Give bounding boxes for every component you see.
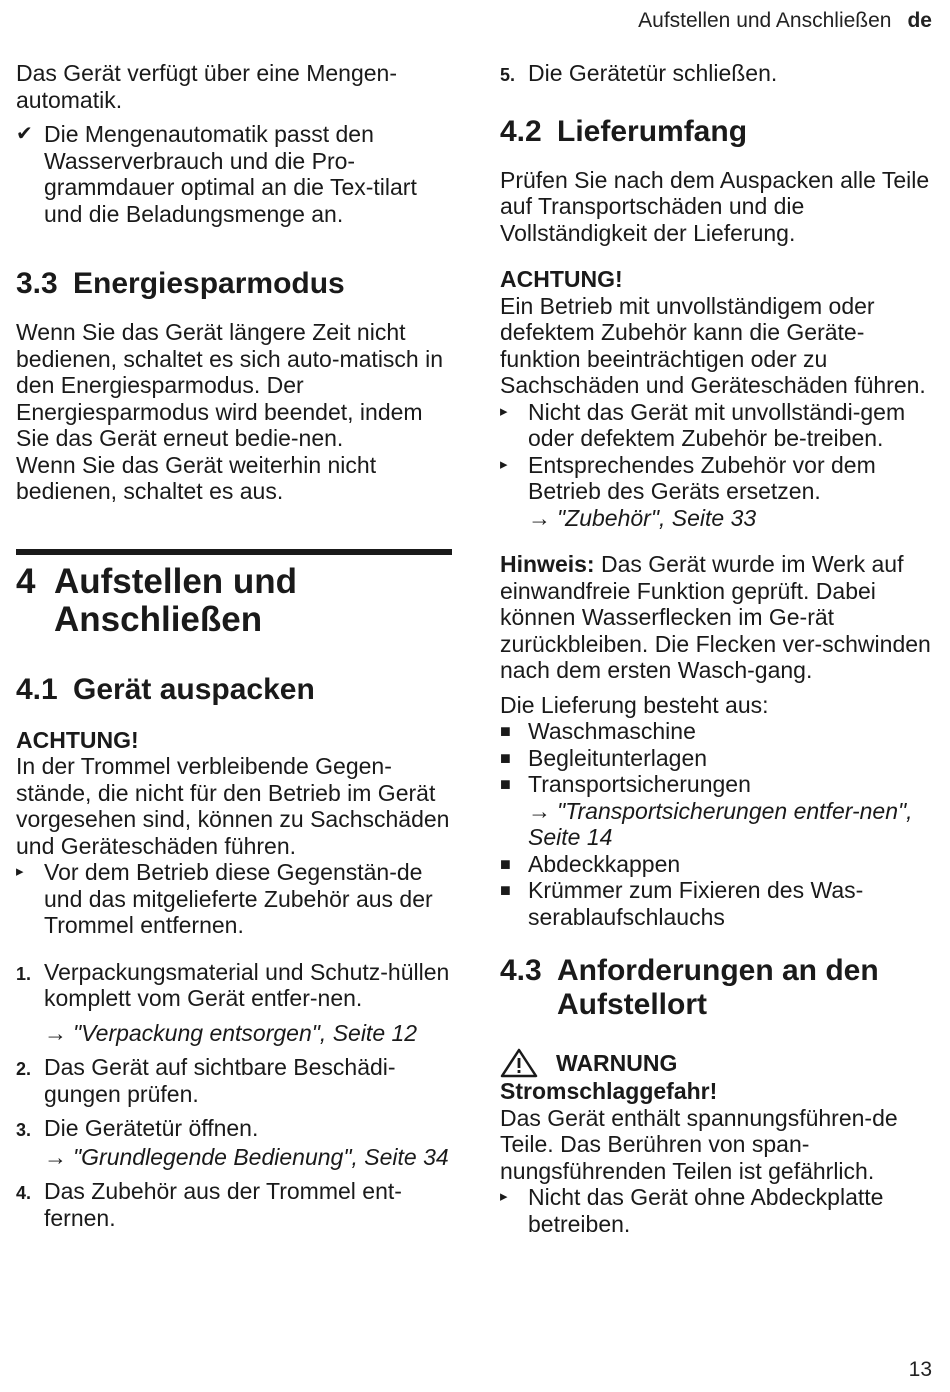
check-icon: ✔ bbox=[16, 123, 33, 145]
intro-text: Das Gerät verfügt über eine Mengen-automatik. bbox=[16, 60, 397, 113]
delivery-item-text: Waschmaschine bbox=[528, 718, 696, 744]
left-column bbox=[16, 60, 452, 1231]
delivery-intro: Die Lieferung besteht aus: bbox=[500, 691, 769, 718]
warning-title: Stromschlaggefahr! bbox=[500, 1078, 718, 1104]
step-number: 5. bbox=[500, 65, 516, 85]
check-item bbox=[16, 121, 452, 227]
reference-link[interactable]: "Zubehör", Seite 33 bbox=[557, 504, 757, 531]
step-text: Die Gerätetür schließen. bbox=[528, 60, 778, 86]
page-header bbox=[638, 8, 932, 34]
warning-label: WARNUNG bbox=[556, 1049, 678, 1076]
note-label: Hinweis: bbox=[500, 551, 595, 577]
caution-text: Ein Betrieb mit unvollständigem oder defektem Zubehör kann die Geräte-funktion beeinträchtigen oder zu Sachschäden und Geräteschäden führen. bbox=[500, 292, 926, 398]
square-bullet-icon: ■ bbox=[500, 747, 511, 768]
section-heading-3-3 bbox=[16, 267, 452, 301]
step-5 bbox=[500, 60, 936, 89]
step-3 bbox=[16, 1115, 452, 1144]
step-1 bbox=[16, 959, 452, 1012]
warning-header bbox=[500, 1048, 936, 1078]
warning-triangle-icon bbox=[500, 1048, 538, 1078]
reference-link[interactable]: "Grundlegende Bedienung", Seite 34 bbox=[73, 1143, 449, 1170]
energy-paragraph-2: Wenn Sie das Gerät weiterhin nicht bedienen, schaltet es aus. bbox=[16, 451, 377, 504]
delivery-item bbox=[500, 745, 936, 772]
section-title: Gerät auspacken bbox=[73, 672, 315, 706]
section-number: 4.2 bbox=[500, 114, 542, 148]
triangle-bullet-icon: ▸ bbox=[500, 402, 508, 420]
section-heading-4-1 bbox=[16, 673, 452, 707]
square-bullet-icon: ■ bbox=[500, 774, 511, 794]
note-paragraph bbox=[500, 551, 936, 684]
arrow-right-icon: → bbox=[528, 797, 551, 824]
section-title: Anforderungen an den Aufstellort bbox=[557, 954, 879, 1021]
caution-text: In der Trommel verbleibende Gegen-stände, die nicht für den Betrieb im Gerät vorgesehen sind, können zu Sachschäden und Geräteschäden führen. bbox=[16, 753, 450, 859]
language-code: de bbox=[907, 9, 932, 32]
warning-action bbox=[500, 1184, 936, 1237]
caution-action-text: Vor dem Betrieb diese Gegenstän-de und das mitgelieferte Zubehör aus der Trommel entfernen. bbox=[44, 859, 433, 938]
step-4 bbox=[16, 1178, 452, 1231]
caution-action-text: Nicht das Gerät mit unvollständi-gem oder defektem Zubehör be-treiben. bbox=[528, 398, 906, 451]
chapter-heading-4 bbox=[16, 549, 452, 639]
delivery-item-text: Transportsicherungen bbox=[528, 771, 751, 797]
warning-action-text: Nicht das Gerät ohne Abdeckplatte betreiben. bbox=[528, 1184, 884, 1237]
caution-label: ACHTUNG! bbox=[500, 266, 623, 292]
delivery-item-text: Begleitunterlagen bbox=[528, 744, 708, 771]
step-1-reference bbox=[16, 1020, 452, 1047]
section-number: 4.3 bbox=[500, 954, 542, 987]
triangle-bullet-icon: ▸ bbox=[16, 863, 24, 880]
arrow-right-icon: → bbox=[528, 504, 551, 531]
section-number: 4.1 bbox=[16, 672, 58, 706]
step-number: 4. bbox=[16, 1183, 32, 1203]
delivery-item bbox=[500, 718, 936, 745]
note-text: Das Gerät wurde im Werk auf einwandfreie Funktion geprüft. Dabei können Wasserflecken im Ge-rät zurückbleiben. Die Flecken ver-schwinden nach dem ersten Wasch-gang. bbox=[500, 551, 931, 683]
caution-action-2 bbox=[500, 452, 936, 505]
page-number: 13 bbox=[908, 1358, 932, 1381]
step-text: Das Gerät auf sichtbare Beschädi-gungen prüfen. bbox=[44, 1054, 396, 1107]
delivery-item-text: Abdeckkappen bbox=[528, 850, 681, 877]
caution-reference bbox=[500, 505, 936, 532]
chapter-title: Aufstellen und Anschließen bbox=[54, 561, 298, 639]
delivery-item bbox=[500, 877, 936, 930]
triangle-bullet-icon: ▸ bbox=[500, 1188, 508, 1205]
arrow-right-icon: → bbox=[44, 1019, 67, 1046]
step-number: 2. bbox=[16, 1059, 32, 1079]
step-2 bbox=[16, 1054, 452, 1107]
check-item-text: Die Mengenautomatik passt den Wasserverbrauch und die Pro-grammdauer optimal an die Tex-tilart und die Beladungsmenge an. bbox=[44, 121, 417, 227]
warning-text: Das Gerät enthält spannungsführen-de Teile. Das Berühren von span-nungsführenden Teilen ist gefährlich. bbox=[500, 1104, 898, 1184]
delivery-item-reference bbox=[500, 798, 936, 851]
step-text: Das Zubehör aus der Trommel ent-fernen. bbox=[44, 1178, 402, 1231]
caution-action-text: Entsprechendes Zubehör vor dem Betrieb des Geräts ersetzen. bbox=[528, 451, 876, 504]
caution-label: ACHTUNG! bbox=[16, 726, 139, 753]
delivery-item bbox=[500, 851, 936, 878]
section-number: 3.3 bbox=[16, 267, 58, 300]
section-title: Lieferumfang bbox=[557, 114, 748, 148]
energy-paragraph-1: Wenn Sie das Gerät längere Zeit nicht bedienen, schaltet es sich auto-matisch in den Energiesparmodus. Der Energiesparmodus wird beendet, indem Sie das Gerät erneut bedie-nen. bbox=[16, 319, 444, 451]
caution-action bbox=[16, 859, 452, 939]
caution-action-1 bbox=[500, 399, 936, 452]
arrow-right-icon: → bbox=[44, 1143, 67, 1170]
step-number: 1. bbox=[16, 963, 32, 984]
triangle-bullet-icon: ▸ bbox=[500, 455, 508, 473]
section-heading-4-3 bbox=[500, 954, 936, 1022]
square-bullet-icon: ■ bbox=[500, 721, 511, 741]
chapter-number: 4 bbox=[16, 561, 36, 601]
delivery-check-text: Prüfen Sie nach dem Auspacken alle Teile auf Transportschäden und die Vollständigkeit der Lieferung. bbox=[500, 166, 930, 246]
section-title: Energiesparmodus bbox=[73, 267, 345, 300]
reference-link[interactable]: "Verpackung entsorgen", Seite 12 bbox=[73, 1019, 418, 1046]
step-number: 3. bbox=[16, 1120, 32, 1140]
section-heading-4-2 bbox=[500, 115, 936, 149]
delivery-item-text: Krümmer zum Fixieren des Was-serablaufschlauchs bbox=[528, 877, 864, 930]
step-text: Verpackungsmaterial und Schutz-hüllen komplett vom Gerät entfer-nen. bbox=[44, 958, 450, 1011]
delivery-item bbox=[500, 771, 936, 798]
reference-link[interactable]: "Transportsicherungen entfer-nen", Seite 14 bbox=[528, 797, 913, 850]
square-bullet-icon: ■ bbox=[500, 880, 511, 900]
step-text: Die Gerätetür öffnen. bbox=[44, 1115, 259, 1141]
header-title: Aufstellen und Anschließen bbox=[638, 9, 892, 32]
right-column bbox=[500, 60, 936, 1237]
step-3-reference bbox=[16, 1144, 452, 1171]
square-bullet-icon: ■ bbox=[500, 853, 511, 874]
